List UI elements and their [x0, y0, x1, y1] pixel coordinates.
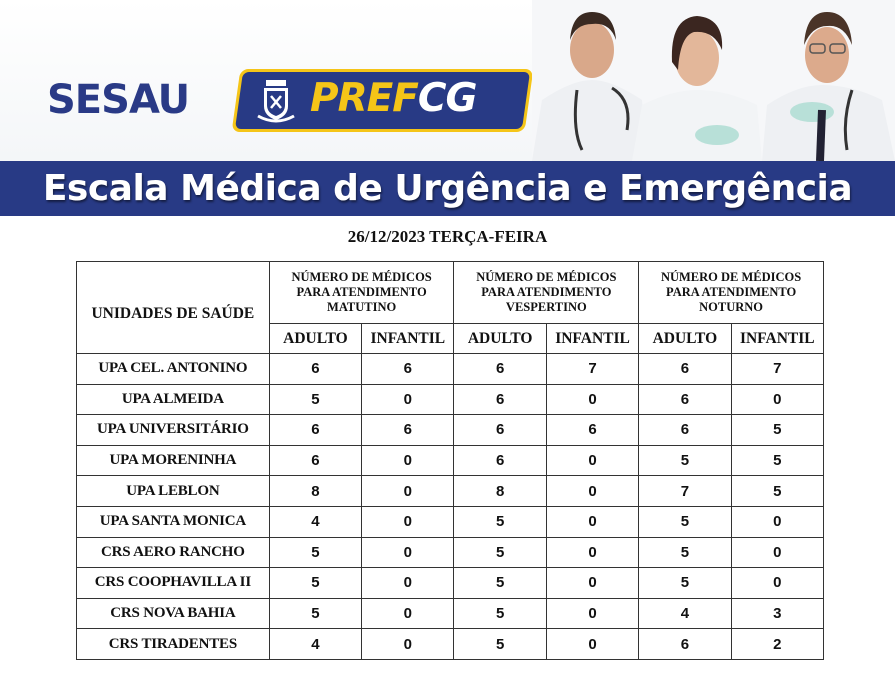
doctor-count-cell: 8: [269, 476, 361, 507]
doctor-count-cell: 6: [269, 445, 361, 476]
table-row: [77, 415, 824, 446]
prefcg-logo-text: PREFCG: [310, 76, 477, 121]
doctor-count-cell: 7: [546, 354, 638, 385]
doctor-count-cell: 0: [731, 506, 823, 537]
doctor-count-cell: 6: [362, 354, 454, 385]
doctor-count-cell: 0: [546, 537, 638, 568]
unit-name-cell: UPA ALMEIDA: [77, 384, 270, 415]
doctor-count-cell: 0: [362, 476, 454, 507]
unit-name-cell: UPA SANTA MONICA: [77, 506, 270, 537]
column-header-morning: NÚMERO DE MÉDICOS PARA ATENDIMENTO MATUTINO: [269, 262, 454, 324]
doctor-count-cell: 6: [269, 354, 361, 385]
doctor-count-cell: 0: [362, 568, 454, 599]
doctor-count-cell: 0: [546, 506, 638, 537]
unit-name-cell: UPA UNIVERSITÁRIO: [77, 415, 270, 446]
doctor-count-cell: 5: [454, 598, 546, 629]
schedule-body: [77, 354, 824, 660]
table-row: [77, 598, 824, 629]
doctor-count-cell: 8: [454, 476, 546, 507]
doctor-count-cell: 0: [362, 537, 454, 568]
column-header-adult: ADULTO: [454, 324, 546, 354]
doctor-count-cell: 0: [362, 445, 454, 476]
unit-name-cell: CRS NOVA BAHIA: [77, 598, 270, 629]
doctor-count-cell: 0: [731, 537, 823, 568]
doctor-count-cell: 0: [362, 629, 454, 660]
table-row: [77, 384, 824, 415]
doctor-count-cell: 0: [546, 476, 638, 507]
column-header-units: UNIDADES DE SAÚDE: [77, 262, 270, 354]
doctor-count-cell: 0: [731, 568, 823, 599]
doctor-count-cell: 5: [269, 537, 361, 568]
doctor-count-cell: 5: [731, 445, 823, 476]
doctor-count-cell: 0: [362, 506, 454, 537]
doctor-count-cell: 5: [731, 415, 823, 446]
doctor-count-cell: 6: [454, 354, 546, 385]
header-row-periods: [77, 262, 824, 324]
doctor-count-cell: 0: [546, 629, 638, 660]
doctor-count-cell: 4: [269, 629, 361, 660]
column-header-child: INFANTIL: [731, 324, 823, 354]
doctor-count-cell: 4: [639, 598, 731, 629]
doctors-photo: [532, 0, 895, 161]
sesau-logo: SESAU: [47, 77, 190, 123]
doctor-count-cell: 0: [362, 384, 454, 415]
doctor-count-cell: 5: [639, 445, 731, 476]
doctor-count-cell: 0: [546, 384, 638, 415]
doctor-count-cell: 5: [269, 384, 361, 415]
column-header-adult: ADULTO: [269, 324, 361, 354]
doctor-count-cell: 6: [454, 445, 546, 476]
schedule-table: [76, 261, 824, 660]
doctor-count-cell: 6: [454, 415, 546, 446]
unit-name-cell: CRS TIRADENTES: [77, 629, 270, 660]
doctor-count-cell: 5: [269, 568, 361, 599]
table-row: [77, 476, 824, 507]
doctor-count-cell: 5: [639, 568, 731, 599]
doctor-count-cell: 5: [639, 537, 731, 568]
doctor-count-cell: 5: [454, 568, 546, 599]
page-title: Escala Médica de Urgência e Emergência: [42, 168, 853, 209]
doctor-count-cell: 0: [731, 384, 823, 415]
city-crest-icon: [256, 78, 296, 124]
doctor-count-cell: 6: [639, 354, 731, 385]
doctor-count-cell: 5: [454, 506, 546, 537]
doctor-count-cell: 0: [546, 568, 638, 599]
doctor-count-cell: 6: [362, 415, 454, 446]
doctor-count-cell: 7: [639, 476, 731, 507]
doctor-count-cell: 5: [454, 629, 546, 660]
unit-name-cell: CRS AERO RANCHO: [77, 537, 270, 568]
doctor-count-cell: 5: [269, 598, 361, 629]
table-row: [77, 445, 824, 476]
doctor-count-cell: 6: [269, 415, 361, 446]
doctor-count-cell: 0: [362, 598, 454, 629]
table-row: [77, 506, 824, 537]
column-header-child: INFANTIL: [546, 324, 638, 354]
column-header-adult: ADULTO: [639, 324, 731, 354]
doctor-count-cell: 6: [639, 415, 731, 446]
doctor-count-cell: 5: [731, 476, 823, 507]
unit-name-cell: CRS COOPHAVILLA II: [77, 568, 270, 599]
doctor-count-cell: 6: [454, 384, 546, 415]
doctor-count-cell: 2: [731, 629, 823, 660]
table-row: [77, 354, 824, 385]
unit-name-cell: UPA MORENINHA: [77, 445, 270, 476]
doctor-count-cell: 5: [639, 506, 731, 537]
table-row: [77, 629, 824, 660]
doctor-count-cell: 0: [546, 445, 638, 476]
table-row: [77, 568, 824, 599]
column-header-afternoon: NÚMERO DE MÉDICOS PARA ATENDIMENTO VESPERTINO: [454, 262, 639, 324]
unit-name-cell: UPA CEL. ANTONINO: [77, 354, 270, 385]
table-row: [77, 537, 824, 568]
column-header-child: INFANTIL: [362, 324, 454, 354]
doctor-count-cell: 6: [639, 384, 731, 415]
doctor-count-cell: 7: [731, 354, 823, 385]
doctor-count-cell: 6: [546, 415, 638, 446]
doctor-count-cell: 3: [731, 598, 823, 629]
doctor-count-cell: 0: [546, 598, 638, 629]
doctor-count-cell: 5: [454, 537, 546, 568]
doctor-count-cell: 4: [269, 506, 361, 537]
doctor-count-cell: 6: [639, 629, 731, 660]
unit-name-cell: UPA LEBLON: [77, 476, 270, 507]
column-header-night: NÚMERO DE MÉDICOS PARA ATENDIMENTO NOTURNO: [639, 262, 824, 324]
schedule-date: 26/12/2023 TERÇA-FEIRA: [347, 227, 548, 246]
